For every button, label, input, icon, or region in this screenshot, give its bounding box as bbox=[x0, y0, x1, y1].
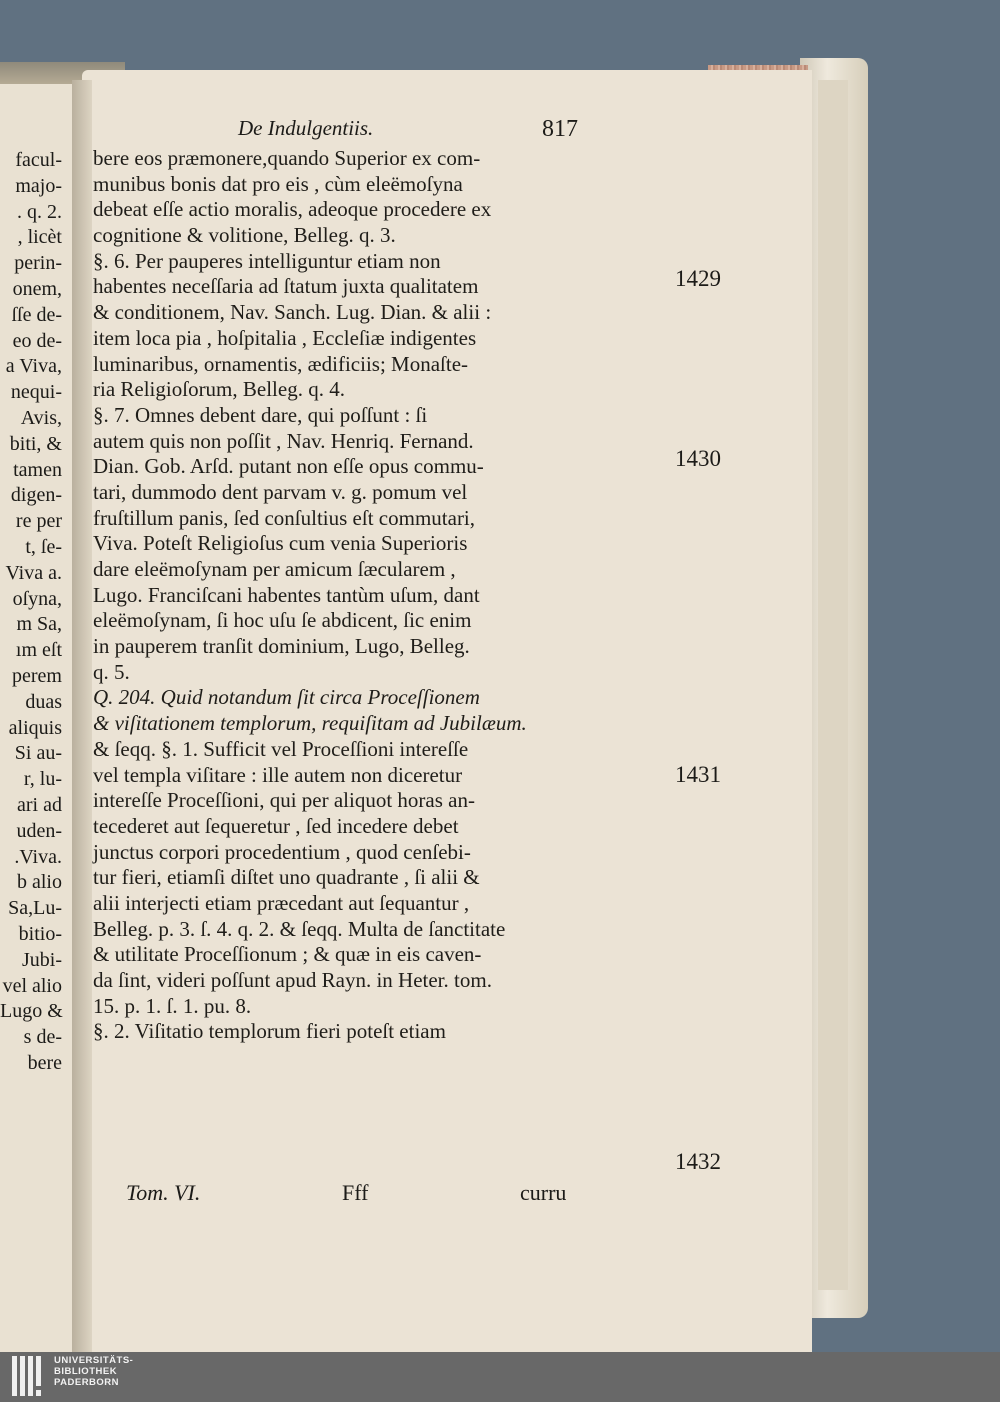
text-line: §. 2. Viſitatio templorum fieri poteſt etiam bbox=[93, 1019, 446, 1044]
left-line: digen- bbox=[10, 484, 62, 507]
left-line: . q. 2. bbox=[17, 200, 62, 223]
text-line: §. 7. Omnes debent dare, qui poſſunt : ſi bbox=[93, 402, 428, 427]
left-line: ım eſt bbox=[15, 639, 62, 662]
text-line: habentes neceſſaria ad ſtatum juxta qualitatem bbox=[93, 274, 479, 299]
text-line: q. 5. bbox=[93, 659, 130, 684]
text-line: 15. p. 1. ſ. 1. pu. 8. bbox=[93, 993, 252, 1018]
left-line: Viva a. bbox=[5, 561, 62, 584]
left-line: vel alio bbox=[2, 974, 62, 997]
margin-number: 1430 bbox=[675, 446, 721, 471]
catchword: curru bbox=[520, 1180, 567, 1205]
left-line: re per bbox=[15, 510, 62, 533]
left-line: ari ad bbox=[17, 793, 62, 816]
left-line: ſſe de- bbox=[11, 303, 62, 326]
text-line: da ſint, videri poſſunt apud Rayn. in Heter. tom. bbox=[93, 968, 492, 992]
left-line: tamen bbox=[13, 458, 62, 481]
text-line: alii interjecti etiam præcedant aut ſequantur , bbox=[93, 890, 470, 915]
left-page-text bbox=[0, 148, 62, 1077]
running-header bbox=[238, 116, 578, 141]
text-line: bere eos præmonere,quando Superior ex com- bbox=[93, 146, 481, 170]
text-line: dare eleëmoſynam per amicum ſæcularem , bbox=[93, 557, 456, 581]
body-text bbox=[93, 146, 721, 1174]
left-line: , licèt bbox=[17, 226, 62, 249]
left-line: Lugo & bbox=[0, 1000, 63, 1023]
left-line: Si au- bbox=[14, 742, 62, 765]
institution-name bbox=[54, 1355, 133, 1388]
text-line: intereſſe Proceſſioni, qui per aliquot horas an- bbox=[93, 788, 475, 813]
left-line: oſyna, bbox=[12, 587, 62, 610]
text-line: junctus corpori procedentium , quod cenſebi- bbox=[93, 839, 471, 864]
page-title: De Indulgentiis. bbox=[238, 116, 374, 140]
text-line: Viva. Poteſt Religioſus cum venia Superioris bbox=[93, 531, 468, 556]
text-line: luminaribus, ornamentis, ædificiis; Monaſte- bbox=[93, 351, 469, 376]
left-line: bere bbox=[27, 1051, 62, 1074]
left-line: perin- bbox=[14, 252, 62, 275]
text-line: vel templa viſitare : ille autem non diceretur bbox=[93, 762, 463, 787]
library-logo-icon bbox=[12, 1356, 46, 1396]
text-line: §. 6. Per pauperes intelliguntur etiam non bbox=[93, 248, 441, 273]
gathering-signature: Fff bbox=[342, 1180, 369, 1205]
question-line: & viſitationem templorum, requiſitam ad Jubilæum. bbox=[93, 711, 527, 736]
text-line: autem quis non poſſit , Nav. Henriq. Fernand. bbox=[93, 428, 474, 453]
text-line: debeat eſſe actio moralis, adeoque procedere ex bbox=[93, 197, 492, 222]
left-line: bitio- bbox=[18, 922, 62, 945]
left-line: biti, & bbox=[9, 432, 62, 455]
institution-line: BIBLIOTHEK bbox=[54, 1366, 118, 1377]
text-line: tari, dummodo dent parvam v. g. pomum vel bbox=[93, 479, 468, 504]
left-line: aliquis bbox=[8, 716, 62, 739]
volume-signature: Tom. VI. bbox=[126, 1180, 201, 1205]
left-line: r, lu- bbox=[23, 768, 62, 791]
text-line: fruſtillum panis, ſed conſultius eſt commutari, bbox=[93, 505, 476, 530]
left-line: nequi- bbox=[10, 381, 62, 404]
left-line: perem bbox=[12, 664, 62, 687]
text-line: Belleg. p. 3. ſ. 4. q. 2. & ſeqq. Multa de ſanctitate bbox=[93, 916, 506, 941]
left-line: Sa,Lu- bbox=[8, 897, 62, 920]
left-line: onem, bbox=[12, 277, 62, 300]
institution-bar bbox=[0, 1352, 1000, 1402]
left-line: .Viva. bbox=[14, 845, 62, 868]
text-line: tur fieri, etiamſi diſtet uno quadrante , ſi alii & bbox=[93, 865, 480, 890]
text-line: cognitione & volitione, Belleg. q. 3. bbox=[93, 223, 396, 248]
text-line: item loca pia , hoſpitalia , Eccleſiæ indigentes bbox=[93, 325, 477, 350]
left-line: eo de- bbox=[12, 329, 62, 352]
left-line: m Sa, bbox=[16, 613, 62, 636]
margin-number: 1432 bbox=[675, 1149, 721, 1174]
text-line: ria Religioſorum, Belleg. q. 4. bbox=[93, 377, 345, 402]
left-line: uden- bbox=[16, 819, 62, 842]
left-line: duas bbox=[25, 690, 62, 713]
margin-number: 1431 bbox=[675, 762, 721, 787]
text-line: & utilitate Proceſſionum ; & quæ in eis caven- bbox=[93, 942, 482, 967]
left-line: b alio bbox=[17, 871, 62, 894]
margin-number: 1429 bbox=[675, 266, 721, 291]
left-line: a Viva, bbox=[5, 355, 62, 378]
page-number: 817 bbox=[542, 116, 578, 142]
text-line: munibus bonis dat pro eis , cùm eleëmoſyna bbox=[93, 171, 463, 196]
text-line: Dian. Gob. Arſd. putant non eſſe opus commu- bbox=[93, 454, 484, 479]
text-line: & ſeqq. §. 1. Sufficit vel Proceſſioni intereſſe bbox=[93, 736, 469, 761]
text-line: Lugo. Franciſcani habentes tantùm uſum, dant bbox=[93, 582, 480, 607]
institution-line: PADERBORN bbox=[54, 1377, 120, 1388]
question-line: Q. 204. Quid notandum ſit circa Proceſſionem bbox=[93, 685, 480, 710]
left-line: s de- bbox=[23, 1026, 62, 1049]
text-line: in pauperem tranſit dominium, Lugo, Belleg. bbox=[93, 634, 470, 659]
left-line: majo- bbox=[15, 174, 62, 197]
left-line: t, ſe- bbox=[25, 535, 62, 558]
left-line: Jubi- bbox=[22, 948, 62, 971]
text-line: & conditionem, Nav. Sanch. Lug. Dian. & alii : bbox=[93, 300, 492, 325]
gutter bbox=[72, 80, 92, 1352]
cover-inner bbox=[818, 80, 848, 1290]
text-line: eleëmoſynam, ſi hoc uſu ſe abdicent, ſic enim bbox=[93, 608, 472, 633]
text-line: tecederet aut ſequeretur , ſed incedere debet bbox=[93, 813, 459, 838]
institution-line: UNIVERSITÄTS- bbox=[54, 1355, 134, 1366]
left-line: facul- bbox=[15, 149, 62, 171]
left-line: Avis, bbox=[20, 406, 62, 429]
